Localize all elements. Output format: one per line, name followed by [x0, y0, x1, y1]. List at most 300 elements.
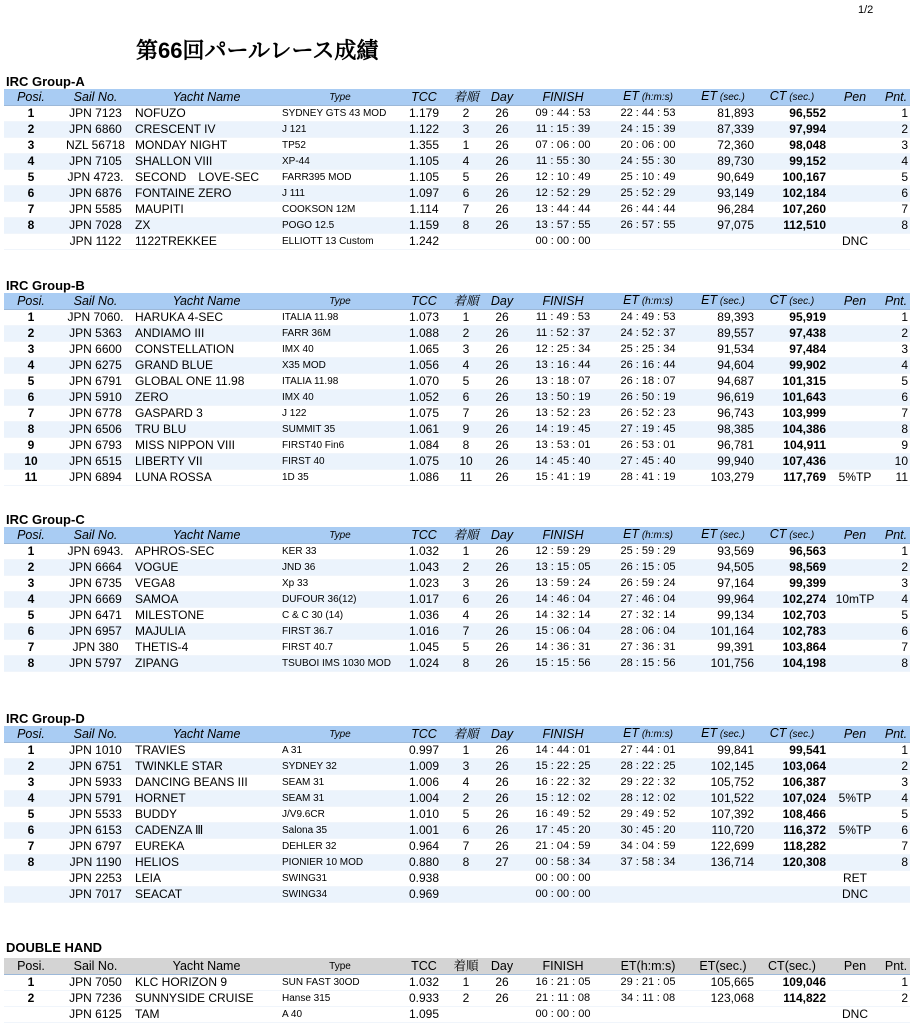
et-sec-header-label: ET(sec.) [699, 958, 747, 973]
pen-header [828, 89, 882, 106]
day-header-label: Day [490, 958, 514, 973]
day-cell: 26 [484, 624, 520, 640]
position-cell: 9 [4, 438, 58, 454]
tcc-cell: 1.043 [400, 560, 448, 576]
elapsed-seconds-cell: 94,505 [690, 560, 756, 576]
elapsed-seconds-cell: 87,339 [690, 122, 756, 138]
elapsed-time-cell: 26 : 50 : 19 [606, 390, 690, 406]
penalty-cell [828, 186, 882, 202]
position-cell: 1 [4, 106, 58, 122]
finish-header-label: FINISH [542, 527, 584, 542]
tcc-cell: 1.355 [400, 138, 448, 154]
corrected-time-cell: 103,064 [756, 759, 828, 775]
sail-no-header-label: Sail No. [73, 89, 118, 104]
tcc-header-label: TCC [411, 958, 437, 973]
penalty-cell [828, 544, 882, 560]
yacht-name-cell: DANCING BEANS III [133, 775, 280, 791]
penalty-cell [828, 656, 882, 672]
yacht-name-cell: HARUKA 4-SEC [133, 310, 280, 326]
yacht-name-cell: MAUPITI [133, 202, 280, 218]
results-table [4, 527, 910, 672]
elapsed-seconds-cell: 97,075 [690, 218, 756, 234]
finish-time-cell: 07 : 06 : 00 [520, 138, 606, 154]
finish-order-cell: 1 [448, 975, 484, 991]
tcc-header [400, 958, 448, 975]
group-title: IRC Group-B [6, 278, 85, 293]
pnt-header-label: Pnt. [884, 726, 908, 741]
sail-no-header-label: Sail No. [73, 958, 118, 973]
elapsed-time-cell: 25 : 25 : 34 [606, 342, 690, 358]
day-cell: 26 [484, 170, 520, 186]
corrected-time-cell: 97,438 [756, 326, 828, 342]
yacht-name-cell: EUREKA [133, 839, 280, 855]
corrected-time-cell: 116,372 [756, 823, 828, 839]
finish-order-cell: 3 [448, 122, 484, 138]
points-cell: 6 [882, 823, 910, 839]
tcc-cell: 1.070 [400, 374, 448, 390]
day-cell: 26 [484, 438, 520, 454]
elapsed-time-cell: 24 : 15 : 39 [606, 122, 690, 138]
tcc-cell: 0.969 [400, 887, 448, 903]
type-cell: C & C 30 (14) [280, 608, 400, 624]
type-cell: ELLIOTT 13 Custom [280, 234, 400, 250]
yacht-name-cell: VEGA8 [133, 576, 280, 592]
penalty-cell [828, 640, 882, 656]
corrected-time-cell: 104,386 [756, 422, 828, 438]
type-cell: FARR 36M [280, 326, 400, 342]
et-sec-header [690, 89, 756, 106]
ct-header-unit: (sec.) [786, 729, 815, 740]
corrected-time-cell: 117,769 [756, 470, 828, 486]
day-cell: 26 [484, 807, 520, 823]
type-cell: FARR395 MOD [280, 170, 400, 186]
et-header-label: ET [623, 527, 640, 541]
penalty-cell: 5%TP [828, 791, 882, 807]
type-cell: SWING31 [280, 871, 400, 887]
points-cell: 5 [882, 608, 910, 624]
sail-no-cell: JPN 380 [58, 640, 133, 656]
day-header [484, 726, 520, 743]
elapsed-seconds-cell [690, 234, 756, 250]
points-cell [882, 871, 910, 887]
table-row [4, 326, 910, 342]
finish-order-cell: 6 [448, 390, 484, 406]
table-row [4, 358, 910, 374]
tcc-header-label: TCC [411, 293, 437, 308]
table-row [4, 454, 910, 470]
table-row [4, 422, 910, 438]
type-cell: J 121 [280, 122, 400, 138]
finish-order-cell: 5 [448, 807, 484, 823]
position-cell: 5 [4, 374, 58, 390]
elapsed-time-cell: 25 : 59 : 29 [606, 544, 690, 560]
yacht-name-cell: KLC HORIZON 9 [133, 975, 280, 991]
sail-no-cell: JPN 6957 [58, 624, 133, 640]
sail-no-header [58, 89, 133, 106]
position-cell [4, 887, 58, 903]
table-row [4, 656, 910, 672]
tcc-cell: 0.880 [400, 855, 448, 871]
position-cell: 1 [4, 975, 58, 991]
finish-time-cell: 09 : 44 : 53 [520, 106, 606, 122]
day-cell: 26 [484, 422, 520, 438]
sail-no-cell: JPN 6751 [58, 759, 133, 775]
pnt-header-label: Pnt. [884, 958, 908, 973]
day-cell: 26 [484, 310, 520, 326]
day-cell: 26 [484, 218, 520, 234]
elapsed-time-cell [606, 871, 690, 887]
yacht-name-cell: SEACAT [133, 887, 280, 903]
yacht-name-header [133, 89, 280, 106]
corrected-time-cell: 96,552 [756, 106, 828, 122]
points-cell: 5 [882, 807, 910, 823]
elapsed-seconds-cell: 136,714 [690, 855, 756, 871]
posi-header-label: Posi. [17, 89, 45, 104]
posi-header-label: Posi. [17, 527, 45, 542]
type-cell: IMX 40 [280, 342, 400, 358]
yacht-name-cell: ANDIAMO III [133, 326, 280, 342]
position-cell: 6 [4, 390, 58, 406]
elapsed-time-cell: 27 : 44 : 01 [606, 743, 690, 759]
table-row [4, 975, 910, 991]
points-cell: 2 [882, 759, 910, 775]
elapsed-time-cell: 29 : 22 : 32 [606, 775, 690, 791]
sail-no-cell: JPN 5910 [58, 390, 133, 406]
sail-no-cell: JPN 7060. [58, 310, 133, 326]
elapsed-seconds-cell: 98,385 [690, 422, 756, 438]
tcc-cell: 1.032 [400, 544, 448, 560]
table-row [4, 991, 910, 1007]
penalty-cell [828, 991, 882, 1007]
type-cell: JND 36 [280, 560, 400, 576]
corrected-time-cell: 95,919 [756, 310, 828, 326]
position-cell: 6 [4, 823, 58, 839]
day-cell: 26 [484, 775, 520, 791]
position-cell: 8 [4, 422, 58, 438]
finish-time-cell: 12 : 10 : 49 [520, 170, 606, 186]
sail-no-header-label: Sail No. [73, 726, 118, 741]
type-cell: ITALIA 11.98 [280, 374, 400, 390]
corrected-time-cell: 103,864 [756, 640, 828, 656]
penalty-cell [828, 608, 882, 624]
elapsed-seconds-cell: 123,068 [690, 991, 756, 1007]
yacht-name-cell: VOGUE [133, 560, 280, 576]
finish-order-cell: 7 [448, 406, 484, 422]
type-cell: J 122 [280, 406, 400, 422]
sail-no-cell: JPN 4723. [58, 170, 133, 186]
type-cell: POGO 12.5 [280, 218, 400, 234]
elapsed-seconds-cell: 99,391 [690, 640, 756, 656]
pnt-header [882, 726, 910, 743]
points-cell: 4 [882, 358, 910, 374]
et-header-unit: (h:m:s) [639, 296, 673, 307]
day-cell: 26 [484, 743, 520, 759]
points-cell: 3 [882, 342, 910, 358]
tcc-header [400, 527, 448, 544]
day-cell [484, 887, 520, 903]
tcc-cell: 1.073 [400, 310, 448, 326]
type-cell: J/V9.6CR [280, 807, 400, 823]
page-number: 1/2 [858, 4, 874, 16]
et-sec-header-label: ET [701, 293, 718, 307]
sail-no-cell: JPN 5797 [58, 656, 133, 672]
finish-order-cell: 5 [448, 640, 484, 656]
corrected-time-cell [756, 1007, 828, 1023]
pen-header-label: Pen [843, 527, 867, 542]
finish-order-cell: 6 [448, 186, 484, 202]
tcc-header-label: TCC [411, 726, 437, 741]
pnt-header [882, 527, 910, 544]
yacht-name-cell: CRESCENT IV [133, 122, 280, 138]
type-cell: FIRST 40.7 [280, 640, 400, 656]
points-cell: 8 [882, 422, 910, 438]
type-header [280, 89, 400, 106]
penalty-cell [828, 743, 882, 759]
sail-no-cell: JPN 7105 [58, 154, 133, 170]
points-cell: 7 [882, 202, 910, 218]
et-sec-header-unit: (sec.) [717, 92, 745, 103]
elapsed-seconds-cell: 110,720 [690, 823, 756, 839]
type-cell: J 111 [280, 186, 400, 202]
day-cell: 26 [484, 342, 520, 358]
points-cell [882, 1007, 910, 1023]
points-cell: 6 [882, 624, 910, 640]
ct-header-unit: (sec.) [786, 92, 815, 103]
yacht-name-cell: SAMOA [133, 592, 280, 608]
day-cell: 26 [484, 358, 520, 374]
position-cell: 7 [4, 202, 58, 218]
ct-header-unit: (sec.) [786, 296, 815, 307]
elapsed-time-cell: 28 : 06 : 04 [606, 624, 690, 640]
table-row [4, 592, 910, 608]
position-cell: 7 [4, 640, 58, 656]
finish-time-cell: 12 : 52 : 29 [520, 186, 606, 202]
corrected-time-cell [756, 234, 828, 250]
elapsed-seconds-cell: 91,534 [690, 342, 756, 358]
et-sec-header-unit: (sec.) [717, 729, 745, 740]
penalty-cell [828, 218, 882, 234]
yacht-name-cell: TRU BLU [133, 422, 280, 438]
pnt-header [882, 89, 910, 106]
tcc-cell: 1.075 [400, 406, 448, 422]
day-cell: 26 [484, 186, 520, 202]
penalty-cell [828, 855, 882, 871]
pnt-header [882, 958, 910, 975]
sail-no-cell: JPN 6943. [58, 544, 133, 560]
et-header-label: ET [623, 726, 640, 740]
type-cell: Salona 35 [280, 823, 400, 839]
pen-header-label: Pen [843, 293, 867, 308]
position-cell: 2 [4, 560, 58, 576]
type-header-label: Type [329, 530, 351, 541]
corrected-time-cell: 102,783 [756, 624, 828, 640]
finish-time-cell: 15 : 22 : 25 [520, 759, 606, 775]
day-cell: 26 [484, 839, 520, 855]
table-row [4, 624, 910, 640]
finish-order-cell: 4 [448, 358, 484, 374]
ct-header [756, 527, 828, 544]
tcc-cell: 1.095 [400, 1007, 448, 1023]
ct-header-unit: (sec.) [786, 530, 815, 541]
pen-header [828, 293, 882, 310]
finish-time-cell: 13 : 15 : 05 [520, 560, 606, 576]
ct-header-label: CT [769, 527, 787, 541]
finish-time-cell: 13 : 50 : 19 [520, 390, 606, 406]
penalty-cell [828, 454, 882, 470]
penalty-cell [828, 406, 882, 422]
elapsed-time-cell: 26 : 59 : 24 [606, 576, 690, 592]
tcc-cell: 0.938 [400, 871, 448, 887]
elapsed-time-cell: 28 : 22 : 25 [606, 759, 690, 775]
points-cell: 2 [882, 560, 910, 576]
finish-order-cell: 1 [448, 743, 484, 759]
yacht-name-cell: SECOND LOVE-SEC [133, 170, 280, 186]
penalty-cell [828, 374, 882, 390]
position-cell [4, 871, 58, 887]
penalty-cell [828, 759, 882, 775]
type-cell: A 40 [280, 1007, 400, 1023]
elapsed-seconds-cell: 90,649 [690, 170, 756, 186]
sail-no-cell: JPN 6600 [58, 342, 133, 358]
type-cell: Xp 33 [280, 576, 400, 592]
finish-order-cell: 5 [448, 170, 484, 186]
points-cell: 1 [882, 743, 910, 759]
finish-time-cell: 13 : 52 : 23 [520, 406, 606, 422]
sail-no-header-label: Sail No. [73, 293, 118, 308]
et-header-label: ET [623, 89, 640, 103]
finish-time-cell: 16 : 22 : 32 [520, 775, 606, 791]
type-cell: FIRST40 Fin6 [280, 438, 400, 454]
type-cell: X35 MOD [280, 358, 400, 374]
elapsed-time-cell: 27 : 36 : 31 [606, 640, 690, 656]
yacht-name-cell: 1122TREKKEE [133, 234, 280, 250]
day-header [484, 527, 520, 544]
sail-no-cell: JPN 6515 [58, 454, 133, 470]
day-cell: 26 [484, 138, 520, 154]
penalty-cell: DNC [828, 887, 882, 903]
points-cell: 4 [882, 592, 910, 608]
yacht-name-cell: LIBERTY VII [133, 454, 280, 470]
points-cell: 7 [882, 406, 910, 422]
elapsed-seconds-cell: 122,699 [690, 839, 756, 855]
yacht-name-cell: TRAVIES [133, 743, 280, 759]
penalty-cell: 10mTP [828, 592, 882, 608]
yacht-name-cell: CADENZA Ⅲ [133, 823, 280, 839]
table-row [4, 186, 910, 202]
et-sec-header-label: ET [701, 726, 718, 740]
corrected-time-cell: 99,399 [756, 576, 828, 592]
type-cell: ITALIA 11.98 [280, 310, 400, 326]
elapsed-time-cell: 24 : 55 : 30 [606, 154, 690, 170]
points-cell: 4 [882, 154, 910, 170]
finish-time-cell: 13 : 16 : 44 [520, 358, 606, 374]
et-sec-header-unit: (sec.) [717, 530, 745, 541]
elapsed-seconds-cell: 103,279 [690, 470, 756, 486]
elapsed-time-cell: 27 : 19 : 45 [606, 422, 690, 438]
finish-header-label: FINISH [542, 89, 584, 104]
penalty-cell [828, 310, 882, 326]
elapsed-time-cell: 26 : 18 : 07 [606, 374, 690, 390]
type-cell: SYDNEY 32 [280, 759, 400, 775]
sail-no-cell: JPN 7123 [58, 106, 133, 122]
day-header-label: Day [490, 293, 514, 308]
table-row [4, 839, 910, 855]
finish-header-label: FINISH [542, 293, 584, 308]
posi-header [4, 726, 58, 743]
finish-time-cell: 16 : 49 : 52 [520, 807, 606, 823]
tcc-header [400, 293, 448, 310]
day-cell: 26 [484, 390, 520, 406]
corrected-time-cell: 107,260 [756, 202, 828, 218]
day-cell: 26 [484, 374, 520, 390]
corrected-time-cell: 97,994 [756, 122, 828, 138]
corrected-time-cell: 98,048 [756, 138, 828, 154]
ct-header-label: CT [769, 89, 787, 103]
elapsed-seconds-cell: 96,619 [690, 390, 756, 406]
table-row [4, 406, 910, 422]
penalty-cell [828, 154, 882, 170]
sail-no-cell: JPN 5585 [58, 202, 133, 218]
et-header-label: ET(h:m:s) [620, 958, 676, 973]
corrected-time-cell: 98,569 [756, 560, 828, 576]
tcc-header [400, 726, 448, 743]
group-title: DOUBLE HAND [6, 940, 103, 955]
finish-header-label: FINISH [542, 958, 584, 973]
table-row [4, 640, 910, 656]
position-cell: 8 [4, 656, 58, 672]
finish-time-cell: 00 : 58 : 34 [520, 855, 606, 871]
elapsed-time-cell: 26 : 16 : 44 [606, 358, 690, 374]
day-cell: 26 [484, 470, 520, 486]
finish-time-cell: 00 : 00 : 00 [520, 1007, 606, 1023]
elapsed-time-cell [606, 887, 690, 903]
day-header [484, 293, 520, 310]
sail-no-cell: JPN 6797 [58, 839, 133, 855]
elapsed-time-cell: 27 : 32 : 14 [606, 608, 690, 624]
day-cell: 26 [484, 759, 520, 775]
tcc-cell: 1.105 [400, 154, 448, 170]
points-cell: 3 [882, 138, 910, 154]
yacht-name-cell: NOFUZO [133, 106, 280, 122]
elapsed-seconds-cell: 81,893 [690, 106, 756, 122]
results-table [4, 958, 910, 1023]
finish-time-cell: 17 : 45 : 20 [520, 823, 606, 839]
day-cell: 26 [484, 154, 520, 170]
day-cell [484, 1007, 520, 1023]
et-sec-header [690, 293, 756, 310]
penalty-cell [828, 342, 882, 358]
posi-header-label: Posi. [17, 726, 45, 741]
elapsed-time-cell: 28 : 41 : 19 [606, 470, 690, 486]
finish-time-cell: 14 : 36 : 31 [520, 640, 606, 656]
finish-order-header-label: 着順 [453, 89, 479, 104]
finish-time-cell: 21 : 11 : 08 [520, 991, 606, 1007]
penalty-cell: RET [828, 871, 882, 887]
elapsed-time-cell: 29 : 21 : 05 [606, 975, 690, 991]
yacht-name-cell: TAM [133, 1007, 280, 1023]
finish-time-cell: 11 : 52 : 37 [520, 326, 606, 342]
penalty-cell [828, 775, 882, 791]
finish-order-cell: 4 [448, 775, 484, 791]
yacht-name-cell: MILESTONE [133, 608, 280, 624]
sail-no-cell: JPN 7236 [58, 991, 133, 1007]
finish-order-cell: 1 [448, 138, 484, 154]
results-table [4, 293, 910, 486]
posi-header-label: Posi. [17, 958, 45, 973]
corrected-time-cell: 101,315 [756, 374, 828, 390]
table-row [4, 106, 910, 122]
finish-order-cell: 1 [448, 544, 484, 560]
